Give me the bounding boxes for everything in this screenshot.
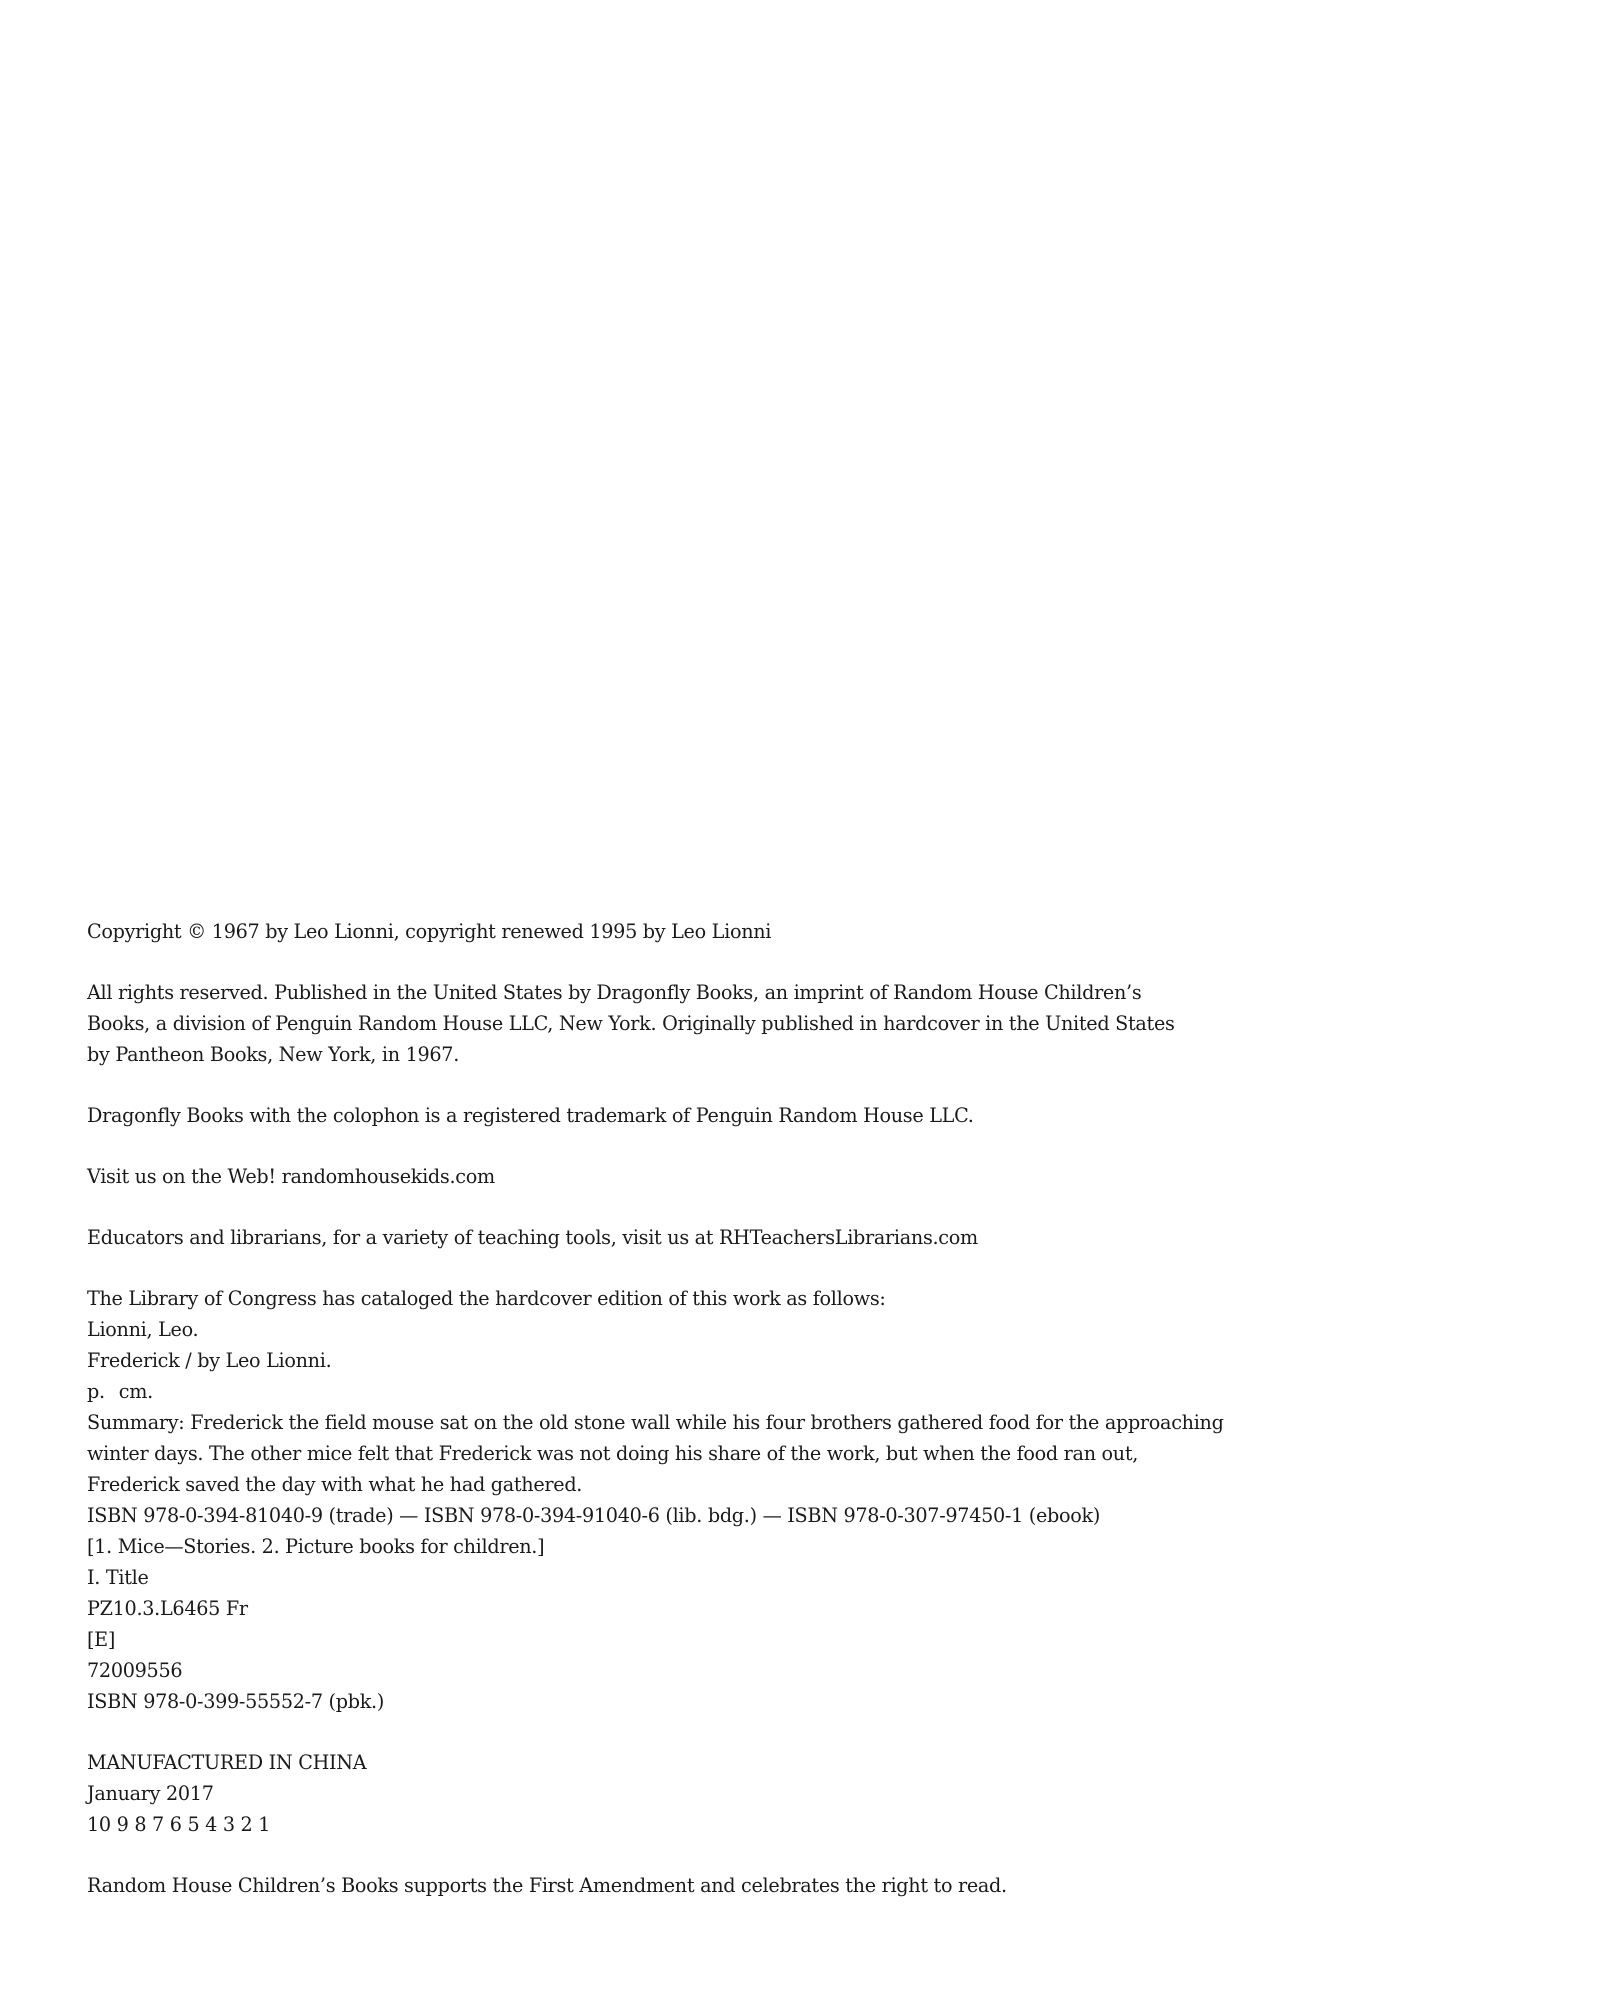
web-notice: Visit us on the Web! randomhousekids.com (87, 1165, 495, 1188)
cip-lccn: 72009556 (87, 1659, 183, 1682)
cip-summary-line: Summary: Frederick the field mouse sat on the old stone wall while his four brothers gathered food for the approaching (87, 1411, 1224, 1434)
cip-summary-line: winter days. The other mice felt that Frederick was not doing his share of the work, but when the food ran out, (87, 1442, 1139, 1465)
cip-block (87, 1283, 1567, 1717)
rights-line: All rights reserved. Published in the United States by Dragonfly Books, an imprint of Random House Children’s (87, 981, 1142, 1004)
cip-intro: The Library of Congress has cataloged the hardcover edition of this work as follows: (87, 1287, 886, 1310)
rights-paragraph (87, 977, 1567, 1070)
cip-author: Lionni, Leo. (87, 1318, 199, 1341)
trademark-notice: Dragonfly Books with the colophon is a registered trademark of Penguin Random House LLC. (87, 1104, 974, 1127)
cip-title-tracing: I. Title (87, 1566, 149, 1589)
manufactured-in: MANUFACTURED IN CHINA (87, 1751, 367, 1774)
rights-line: Books, a division of Penguin Random House LLC, New York. Originally published in hardcover in the United States (87, 1012, 1175, 1035)
publication-date: January 2017 (87, 1782, 214, 1805)
cip-physical-cm: cm. (118, 1380, 153, 1403)
cip-call-number: PZ10.3.L6465 Fr (87, 1597, 248, 1620)
printing-line: 10 9 8 7 6 5 4 3 2 1 (87, 1813, 271, 1836)
manufacturing-block (87, 1747, 1567, 1840)
copyright-notice: Copyright © 1967 by Leo Lionni, copyright renewed 1995 by Leo Lionni (87, 920, 772, 943)
educators-notice: Educators and librarians, for a variety of teaching tools, visit us at RHTeachersLibrarians.com (87, 1226, 978, 1249)
first-amendment-notice: Random House Children’s Books supports the First Amendment and celebrates the right to read. (87, 1874, 1007, 1897)
cip-physical-p: p. (87, 1380, 105, 1403)
cip-dewey: [E] (87, 1628, 116, 1651)
cip-subjects: [1. Mice—Stories. 2. Picture books for children.] (87, 1535, 545, 1558)
cip-title-statement: Frederick / by Leo Lionni. (87, 1349, 332, 1372)
cip-summary-line: Frederick saved the day with what he had gathered. (87, 1473, 583, 1496)
cip-physical-description (87, 1376, 1567, 1407)
rights-line: by Pantheon Books, New York, in 1967. (87, 1043, 460, 1066)
copyright-block (87, 916, 1567, 1901)
cip-pbk-isbn: ISBN 978-0-399-55552-7 (pbk.) (87, 1690, 385, 1713)
cip-isbns: ISBN 978-0-394-81040-9 (trade) — ISBN 978-0-394-91040-6 (lib. bdg.) — ISBN 978-0-307-97450-1 (ebook) (87, 1504, 1101, 1527)
